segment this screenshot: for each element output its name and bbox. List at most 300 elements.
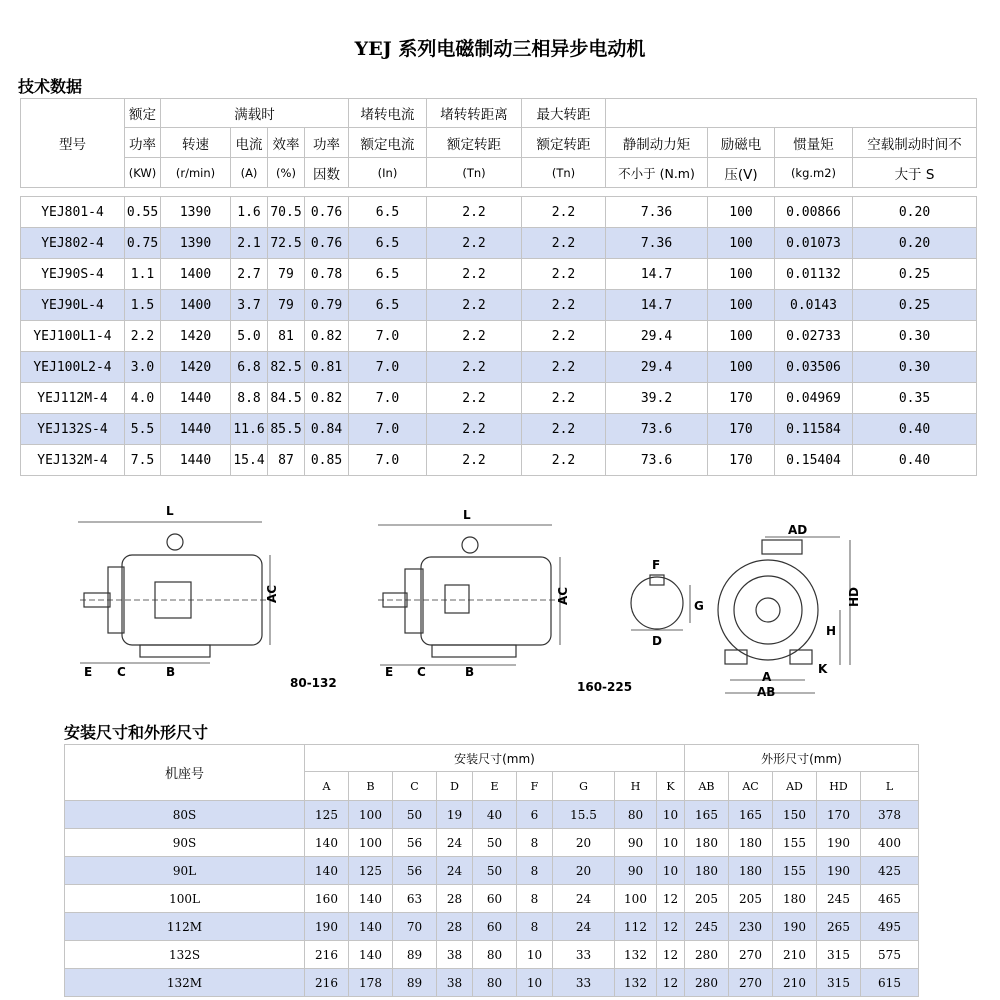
table-cell: 6.8 [231, 352, 268, 383]
col-time-l1: 空载制动时间不 [853, 128, 977, 158]
table-cell: 4.0 [125, 383, 161, 414]
table-cell: YEJ100L1-4 [21, 321, 125, 352]
table-cell: 100 [708, 259, 775, 290]
col-rated-l1: 额定 [125, 99, 161, 128]
table-cell: 7.0 [349, 321, 427, 352]
table-cell: 270 [729, 969, 773, 997]
col-inertia-l2: (kg.m2) [775, 158, 853, 188]
dim-E-mid: E [385, 665, 394, 679]
table-cell: 0.76 [305, 197, 349, 228]
table-cell: 72.5 [268, 228, 305, 259]
table-cell: 315 [817, 969, 861, 997]
table-cell: 2.2 [427, 321, 522, 352]
col-dim-a: A [305, 772, 349, 801]
table-cell: 7.36 [606, 228, 708, 259]
table-cell: 80S [65, 801, 305, 829]
table-cell: 73.6 [606, 414, 708, 445]
table-row [21, 290, 977, 321]
table-cell: 2.2 [522, 383, 606, 414]
table-cell: 190 [817, 857, 861, 885]
col-lr-l2: 额定电流 [349, 128, 427, 158]
col-eff: 效率 [268, 128, 305, 158]
table-cell: 378 [861, 801, 919, 829]
table-cell: 80 [473, 969, 517, 997]
col-rated-l2: 功率 [125, 128, 161, 158]
col-exc-l1: 励磁电 [708, 128, 775, 158]
table-cell: 12 [657, 913, 685, 941]
col-blank [606, 99, 977, 128]
table-cell: 0.20 [853, 197, 977, 228]
col-dim-b: B [349, 772, 393, 801]
table-cell: 6.5 [349, 228, 427, 259]
table-cell: 2.2 [522, 290, 606, 321]
table-cell: 0.02733 [775, 321, 853, 352]
install-dimension-heading: 安装尺寸和外形尺寸 [64, 723, 209, 742]
table-cell: 2.2 [427, 414, 522, 445]
table-cell: 5.5 [125, 414, 161, 445]
table-cell: 280 [685, 941, 729, 969]
table-cell: 216 [305, 941, 349, 969]
col-lr-l1: 堵转电流 [349, 99, 427, 128]
table-cell: 575 [861, 941, 919, 969]
dim-AB: AB [757, 685, 776, 699]
table-cell: 20 [553, 857, 615, 885]
dim-G: G [694, 599, 704, 613]
table-cell: 245 [685, 913, 729, 941]
table-cell: 82.5 [268, 352, 305, 383]
table-cell: 495 [861, 913, 919, 941]
col-brake-l2: 不小于 (N.m) [606, 158, 708, 188]
table-cell: 40 [473, 801, 517, 829]
table-cell: 1400 [161, 290, 231, 321]
table-cell: 2.2 [522, 352, 606, 383]
col-maxt-l1: 最大转距 [522, 99, 606, 128]
table-cell: 2.2 [427, 290, 522, 321]
col-base: 机座号 [65, 745, 305, 801]
table-cell: 80 [473, 941, 517, 969]
table-cell: 100L [65, 885, 305, 913]
table-cell: 90L [65, 857, 305, 885]
install-dimension-table [64, 744, 919, 997]
table-cell: 180 [685, 829, 729, 857]
table-cell: 170 [708, 445, 775, 476]
table-cell: 180 [773, 885, 817, 913]
table-cell: 140 [349, 941, 393, 969]
table-cell: 2.2 [427, 352, 522, 383]
table-row [21, 321, 977, 352]
motor-end-view [718, 560, 818, 660]
table-cell: 2.2 [427, 259, 522, 290]
table-cell: 2.2 [427, 197, 522, 228]
col-lrt-l2: 额定转距 [427, 128, 522, 158]
table-cell: 0.01073 [775, 228, 853, 259]
table-row [21, 383, 977, 414]
table-cell: 38 [437, 941, 473, 969]
dim-AD: AD [788, 523, 808, 537]
table-cell: 140 [305, 829, 349, 857]
col-current: 电流 [231, 128, 268, 158]
table-cell: 0.25 [853, 290, 977, 321]
table-cell: 89 [393, 941, 437, 969]
table-cell: 1440 [161, 414, 231, 445]
table-cell: 190 [773, 913, 817, 941]
terminal-box-mid [445, 585, 469, 613]
table-cell: 11.6 [231, 414, 268, 445]
col-eff-unit: (%) [268, 158, 305, 188]
table-cell: 0.03506 [775, 352, 853, 383]
table-cell: 63 [393, 885, 437, 913]
table-row [65, 801, 919, 829]
motor-foot-mid [432, 645, 516, 657]
table-cell: 89 [393, 969, 437, 997]
col-dim-d: D [437, 772, 473, 801]
table-cell: 190 [817, 829, 861, 857]
table-cell: 8 [517, 885, 553, 913]
table-cell: 425 [861, 857, 919, 885]
table-cell: 2.2 [522, 321, 606, 352]
table-cell: 7.36 [606, 197, 708, 228]
table-cell: 10 [657, 829, 685, 857]
table-cell: 132 [615, 941, 657, 969]
table-cell: 90 [615, 829, 657, 857]
col-exc-l2: 压(V) [708, 158, 775, 188]
col-dim-e: E [473, 772, 517, 801]
table-cell: 0.0143 [775, 290, 853, 321]
col-lr-unit: (In) [349, 158, 427, 188]
table-cell: 400 [861, 829, 919, 857]
col-speed: 转速 [161, 128, 231, 158]
dim-AC-mid: AC [556, 586, 570, 605]
table-cell: 7.0 [349, 445, 427, 476]
table-cell: 112M [65, 913, 305, 941]
table-cell: 87 [268, 445, 305, 476]
table-cell: 100 [708, 197, 775, 228]
end-foot-left [725, 650, 747, 664]
end-terminal-box [762, 540, 802, 554]
table-cell: 6.5 [349, 197, 427, 228]
table-cell: 24 [553, 913, 615, 941]
table-cell: 205 [685, 885, 729, 913]
dim-B-mid: B [465, 665, 475, 679]
table-cell: 29.4 [606, 352, 708, 383]
table-cell: YEJ132S-4 [21, 414, 125, 445]
col-inertia-l1: 惯量矩 [775, 128, 853, 158]
table-cell: 0.40 [853, 414, 977, 445]
table-cell: 81 [268, 321, 305, 352]
motor-shaft-left [84, 593, 110, 607]
table-cell: 180 [685, 857, 729, 885]
table-cell: 230 [729, 913, 773, 941]
table-cell: 28 [437, 885, 473, 913]
header-gap [21, 188, 977, 197]
table-cell: 2.7 [231, 259, 268, 290]
tech-data-table [20, 98, 977, 476]
table-cell: 0.01132 [775, 259, 853, 290]
col-model: 型号 [21, 99, 125, 188]
table-cell: 1.1 [125, 259, 161, 290]
caption-80-132: 80-132 [290, 676, 337, 690]
table-cell: 2.2 [522, 228, 606, 259]
table-cell: 84.5 [268, 383, 305, 414]
table-cell: 70 [393, 913, 437, 941]
table-cell: 2.2 [522, 259, 606, 290]
col-dim-c: C [393, 772, 437, 801]
table-cell: 15.4 [231, 445, 268, 476]
table-cell: 90S [65, 829, 305, 857]
table-cell: 265 [817, 913, 861, 941]
table-cell: 0.82 [305, 383, 349, 414]
dim-D: D [652, 634, 662, 648]
page-title: YEJ 系列电磁制动三相异步电动机 [354, 38, 646, 60]
col-dim-ac: AC [729, 772, 773, 801]
table-cell: YEJ801-4 [21, 197, 125, 228]
table-cell: 100 [349, 829, 393, 857]
table-cell: 315 [817, 941, 861, 969]
col-time-l2: 大于 S [853, 158, 977, 188]
motor-foot-left [140, 645, 210, 657]
table-cell: 73.6 [606, 445, 708, 476]
table-cell: 7.0 [349, 414, 427, 445]
table-cell: 100 [708, 290, 775, 321]
table-cell: 8 [517, 913, 553, 941]
table-cell: 190 [305, 913, 349, 941]
table-cell: 90 [615, 857, 657, 885]
table-cell: 1.6 [231, 197, 268, 228]
table-cell: 125 [305, 801, 349, 829]
table-cell: 216 [305, 969, 349, 997]
table-cell: 29.4 [606, 321, 708, 352]
table-cell: 0.25 [853, 259, 977, 290]
table-cell: 140 [349, 913, 393, 941]
table-cell: 280 [685, 969, 729, 997]
table-cell: 12 [657, 969, 685, 997]
table-row [21, 228, 977, 259]
table-cell: YEJ90S-4 [21, 259, 125, 290]
table-cell: 14.7 [606, 259, 708, 290]
dim-B-left: B [166, 665, 176, 679]
table-cell: 178 [349, 969, 393, 997]
table-cell: 80 [615, 801, 657, 829]
table-cell: 1420 [161, 352, 231, 383]
table-cell: 100 [349, 801, 393, 829]
table-cell: 210 [773, 969, 817, 997]
table-cell: 465 [861, 885, 919, 913]
table-row [21, 445, 977, 476]
table-cell: 3.7 [231, 290, 268, 321]
table-cell: 132S [65, 941, 305, 969]
col-speed-unit: (r/min) [161, 158, 231, 188]
motor-dimension-diagrams [0, 495, 1000, 710]
table-cell: 79 [268, 259, 305, 290]
table-cell: 1400 [161, 259, 231, 290]
dim-E-left: E [84, 665, 93, 679]
table-cell: 170 [708, 414, 775, 445]
table-cell: 6.5 [349, 290, 427, 321]
table-cell: 140 [305, 857, 349, 885]
table-cell: 33 [553, 941, 615, 969]
table-cell: 0.85 [305, 445, 349, 476]
motor-flange-mid [405, 569, 423, 633]
table-cell: 7.0 [349, 383, 427, 414]
table-row [65, 941, 919, 969]
table-cell: YEJ100L2-4 [21, 352, 125, 383]
table-cell: 10 [517, 969, 553, 997]
table-cell: 70.5 [268, 197, 305, 228]
table-cell: 50 [393, 801, 437, 829]
table-cell: 0.82 [305, 321, 349, 352]
col-maxt-l2: 额定转距 [522, 128, 606, 158]
table-cell: 0.78 [305, 259, 349, 290]
dim-L-mid: L [463, 508, 471, 522]
table-cell: 56 [393, 829, 437, 857]
dim-C-mid: C [417, 665, 426, 679]
table-cell: 270 [729, 941, 773, 969]
tech-data-heading: 技术数据 [18, 77, 83, 96]
table-cell: 33 [553, 969, 615, 997]
table-row [65, 829, 919, 857]
col-dim-hd: HD [817, 772, 861, 801]
table-cell: 615 [861, 969, 919, 997]
table-cell: 165 [685, 801, 729, 829]
table-cell: 0.55 [125, 197, 161, 228]
table-cell: 125 [349, 857, 393, 885]
lifting-eye-left [167, 534, 183, 550]
table-row [65, 857, 919, 885]
col-lrt-l1: 堵转转距离 [427, 99, 522, 128]
col-maxt-unit: (Tn) [522, 158, 606, 188]
col-dim-ad: AD [773, 772, 817, 801]
col-brake-l1: 静制动力矩 [606, 128, 708, 158]
table-cell: 155 [773, 829, 817, 857]
table-cell: 6 [517, 801, 553, 829]
table-cell: 112 [615, 913, 657, 941]
table-cell: 1420 [161, 321, 231, 352]
table-row [21, 414, 977, 445]
table-cell: 10 [517, 941, 553, 969]
table-cell: 60 [473, 913, 517, 941]
table-cell: 2.2 [427, 445, 522, 476]
col-dim-f: F [517, 772, 553, 801]
table-cell: 180 [729, 829, 773, 857]
table-cell: 0.81 [305, 352, 349, 383]
table-cell: 12 [657, 941, 685, 969]
table-cell: 1440 [161, 383, 231, 414]
table-cell: 0.84 [305, 414, 349, 445]
table-cell: 155 [773, 857, 817, 885]
table-cell: 2.2 [522, 197, 606, 228]
dim-L-left: L [166, 504, 174, 518]
table-cell: YEJ132M-4 [21, 445, 125, 476]
table-cell: 2.2 [522, 445, 606, 476]
table-cell: 2.2 [522, 414, 606, 445]
table-cell: 210 [773, 941, 817, 969]
table-cell: 28 [437, 913, 473, 941]
table-cell: 38 [437, 969, 473, 997]
dim-HD: HD [847, 586, 861, 607]
table-cell: 10 [657, 857, 685, 885]
table-cell: 14.7 [606, 290, 708, 321]
table-row [65, 969, 919, 997]
table-cell: 7.0 [349, 352, 427, 383]
table-cell: 10 [657, 801, 685, 829]
col-fullload: 满载时 [161, 99, 349, 128]
table-cell: 245 [817, 885, 861, 913]
table-cell: 3.0 [125, 352, 161, 383]
table-cell: 60 [473, 885, 517, 913]
table-cell: 170 [817, 801, 861, 829]
table-cell: 0.79 [305, 290, 349, 321]
table-cell: 0.40 [853, 445, 977, 476]
table-cell: YEJ112M-4 [21, 383, 125, 414]
table-cell: 15.5 [553, 801, 615, 829]
motor-shaft-mid [383, 593, 407, 607]
table-row [65, 913, 919, 941]
table-cell: 0.35 [853, 383, 977, 414]
table-cell: 56 [393, 857, 437, 885]
table-cell: 2.2 [427, 228, 522, 259]
table-cell: 160 [305, 885, 349, 913]
table-cell: 132 [615, 969, 657, 997]
table-cell: 100 [708, 321, 775, 352]
table-row [21, 197, 977, 228]
table-cell: 50 [473, 857, 517, 885]
table-cell: 165 [729, 801, 773, 829]
col-dim-k: K [657, 772, 685, 801]
table-cell: 0.15404 [775, 445, 853, 476]
table-cell: 39.2 [606, 383, 708, 414]
col-lrt-unit: (Tn) [427, 158, 522, 188]
table-cell: 1440 [161, 445, 231, 476]
table-cell: 50 [473, 829, 517, 857]
table-row [21, 259, 977, 290]
table-row [65, 885, 919, 913]
table-cell: 12 [657, 885, 685, 913]
table-cell: 8 [517, 829, 553, 857]
col-dim-h: H [615, 772, 657, 801]
col-mount-group: 安装尺寸(mm) [305, 745, 685, 772]
table-cell: 0.00866 [775, 197, 853, 228]
col-rated-unit: (KW) [125, 158, 161, 188]
table-cell: 1390 [161, 228, 231, 259]
col-pf-l1: 功率 [305, 128, 349, 158]
col-current-unit: (A) [231, 158, 268, 188]
dim-A: A [762, 670, 772, 684]
table-cell: 8 [517, 857, 553, 885]
table-cell: 0.75 [125, 228, 161, 259]
table-cell: 2.1 [231, 228, 268, 259]
dim-H: H [826, 624, 837, 638]
table-cell: 0.20 [853, 228, 977, 259]
table-cell: 100 [708, 228, 775, 259]
table-cell: 150 [773, 801, 817, 829]
col-dim-l: L [861, 772, 919, 801]
table-cell: 24 [553, 885, 615, 913]
dim-C-left: C [117, 665, 126, 679]
dim-F: F [652, 558, 661, 572]
table-cell: 20 [553, 829, 615, 857]
table-cell: 2.2 [427, 383, 522, 414]
col-outline-group: 外形尺寸(mm) [685, 745, 919, 772]
table-cell: 6.5 [349, 259, 427, 290]
table-cell: 1390 [161, 197, 231, 228]
table-cell: 180 [729, 857, 773, 885]
table-cell: 2.2 [125, 321, 161, 352]
table-cell: 0.76 [305, 228, 349, 259]
table-cell: 7.5 [125, 445, 161, 476]
table-cell: 205 [729, 885, 773, 913]
table-row [21, 352, 977, 383]
table-cell: 24 [437, 829, 473, 857]
